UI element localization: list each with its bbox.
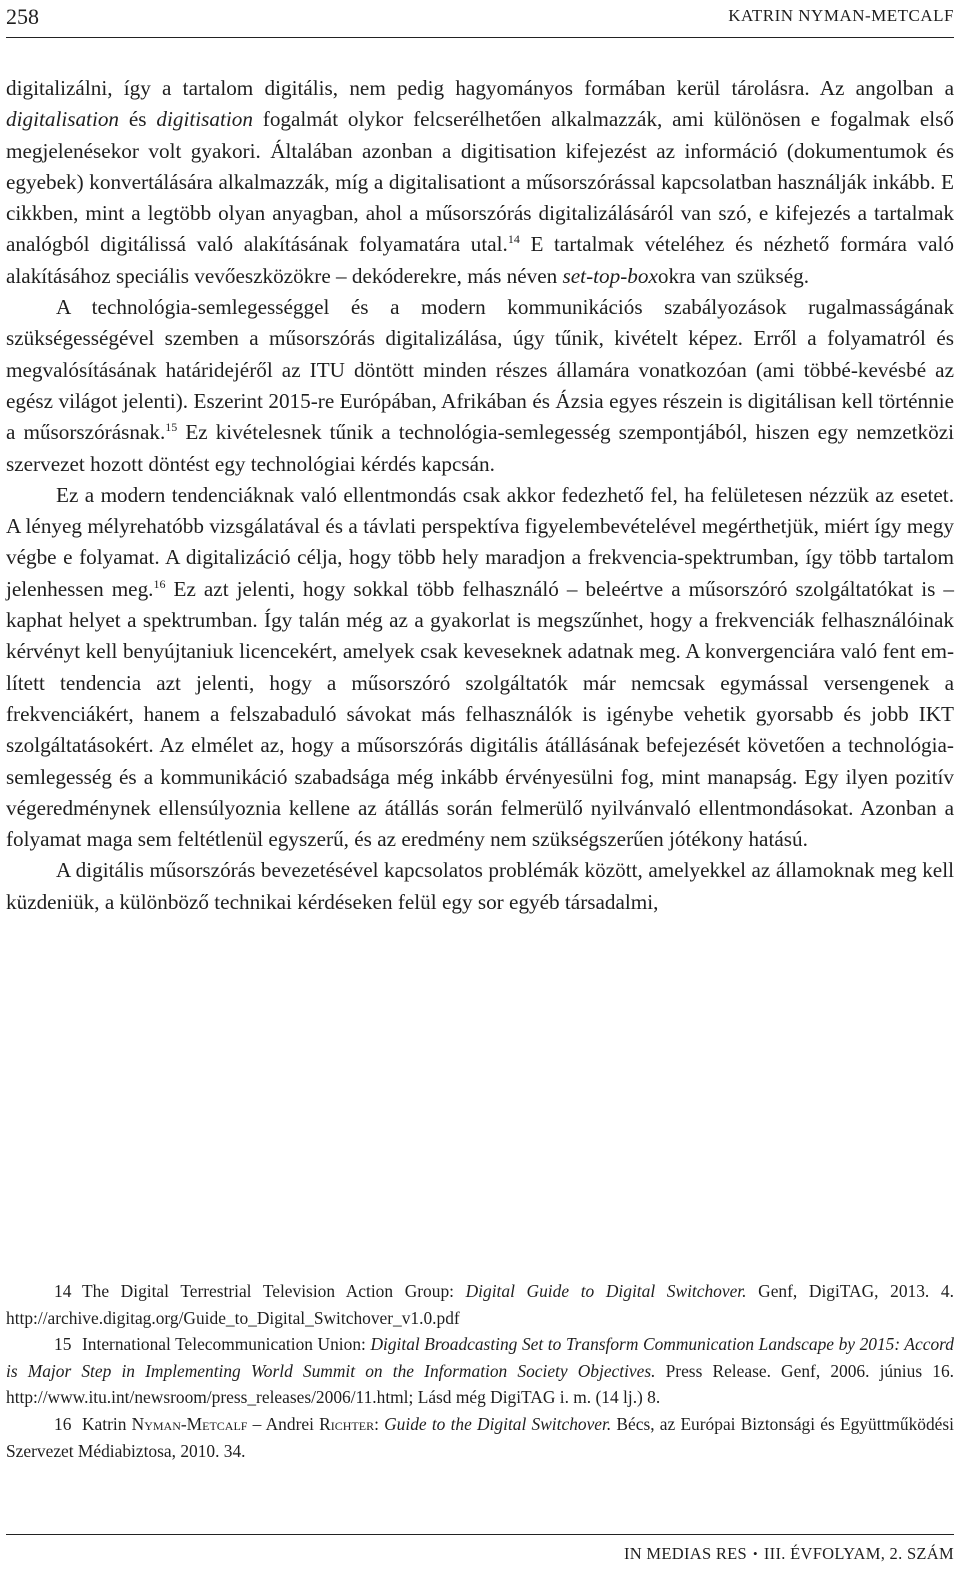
page-header	[6, 0, 954, 30]
paragraph-4: A digitális műsorszórás bevezetésével kapcsolatos problémák között, amelyekkel az államoknak meg kell küzdeniük, a különböző technikai kérdéseken felül egy sor egyéb társadalmi,	[6, 858, 954, 914]
footnote-number: 14	[54, 1281, 72, 1301]
paragraph-1: digitalizálni, így a tartalom digitális, nem pedig hagyományos formában kerül tárolásra. Az angolban a digitalisation és digitisation fogalmát olykor felcserélhetően alkalmazzák, ami különösen e fogalmak első megjelenésekor volt gyakori. Általában azonban a digitisation kifejezést az információ (dokumentumok és egyebek) konvertálására alkalmazzák, míg a digitalisationt a műsorszórással kapcsolatban használják inkább. E cikkben, mint a legtöbb olyan anyagban, ahol a műsorszórás digitalizálásáról van szó, e kifejezés a tartalmak analógból digitálissá való alakításának folyamatára utal.$^{14}$ E tartalmak vételéhez és nézhető formára való alakításához speciális vevőeszközökre – dekóderekre, más néven set-top-boxokra van szükség.	[6, 76, 954, 288]
running-head-author: KATRIN NYMAN-METCALF	[728, 6, 954, 25]
journal-name: IN MEDIAS RES	[623, 1544, 748, 1563]
footnote-ref-15[interactable]: 15	[165, 420, 178, 435]
footnote-url[interactable]: Genf, DigiTAG, 2013. 4. http://archive.digitag.org/Guide_to_Digital_Switchover_v1.0.pdf	[6, 1281, 954, 1328]
footnote-number: 15	[54, 1334, 72, 1355]
page-footer	[624, 1544, 954, 1564]
footnote-14: 14 The Digital Terrestrial Television Action Group: Digital Guide to Digital Switchover. Genf, DigiTAG, 2013. 4. http://archive.digitag.org/Guide_to_Digital_Switchover_v1.0.pdf	[6, 1278, 954, 1331]
footnote-number: 16	[54, 1413, 72, 1434]
paragraph-3: Ez a modern tendenciáknak való ellentmondás csak akkor fedezhető fel, ha felületesen nézzük az esetet. A lényeg mélyrehatóbb vizsgálatával és a távlati perspektíva figyelembevételével megérthetjük, miért így megy végbe e folyamat. A digitalizáció célja, hogy több hely maradjon a frekvencia-spektrumban, így több tartalom jelenhessen meg.$^{16}$ Ez azt jelenti, hogy sokkal több felhasználó – beleértve a műsorszóró szolgáltatókat is – kaphat helyet a spektrumban. Így talán még az a gyakorlat is megszűnhet, hogy a frekvenciák felhasználóinak kérvényt kell benyújtaniuk licencekért, amelyek csak keveseknek adatnak meg. A konvergenciára való fent említett tendencia azt jelenti, hogy a műsorszóró szolgáltatók már nemcsak egymással versengenek a frekvenciákért, hanem a felszabaduló sávokat más felhasználók is igénybe vehetik gyorsabb és jobb IKT szolgáltatásokért. Az elmélet az, hogy a műsorszórás digitális átállásának befejezését követően a technológia-semlegesség és a kommunikáció szabadsága még inkább érvényesülni fog, mint manapság. Egy ilyen pozitív végeredménynek ellensúlyoznia kellene az átállás során felmerülő nyilvánvaló ellentmondásokat. Azonban a folyamat maga sem feltétlenül egyszerű, és az eredmény nem szükségszerűen jótékony hatású.	[6, 482, 954, 852]
page-number: 258	[6, 4, 39, 29]
header-rule	[6, 37, 954, 38]
main-text	[6, 73, 954, 918]
footnote-ref-16[interactable]: 16	[153, 576, 166, 591]
bullet-icon: •	[753, 1546, 758, 1561]
footnote-16: 16 Katrin Nyman-Metcalf – Andrei Richter: Guide to the Digital Switchover. Bécs, az Európai Biztonsági és Együttműködési Szervezet Médiabiztosa, 2010. 34.	[6, 1411, 954, 1464]
footnotes	[6, 1278, 954, 1464]
issue-info: III. ÉVFOLYAM, 2. SZÁM	[763, 1544, 954, 1563]
footnote-15: 15 International Telecommunication Union: Digital Broadcasting Set to Transform Communication Landscape by 2015: Accord is Major Step in Implementing World Summit on the Information Society Objectives. Press Release. Genf, 2006. június 16. http://www.itu.int/newsroom/press_releases/2006/11.html; Lásd még DigiTAG i. m. (14 lj.) 8.	[6, 1331, 954, 1411]
footnote-url[interactable]: Press Release. Genf, 2006. június 16. http://www.itu.int/newsroom/press_releases/2006/11.html; Lásd még DigiTAG i. m. (14 lj.) 8.	[6, 1360, 954, 1408]
paragraph-2: A technológia-semlegességgel és a modern kommunikációs szabályozások rugalmasságának szükségességével szemben a műsorszórás digitalizálása, úgy tűnik, kivételt képez. Erről a folyamatról és megvalósításának határidejéről az ITU döntött minden részes államára vonatkozóan (ami többé-kevésbé az egész világot jelenti). Eszerint 2015-re Európában, Afrikában és Ázsia egyes részein is digitálisan kell történnie a műsorszórásnak.$^{15}$ Ez kivételesnek tűnik a technológia-semlegesség szempontjából, hiszen egy nemzetközi szervezet hozott döntést egy technológiai kérdés kapcsán.	[6, 295, 954, 476]
footnote-ref-14[interactable]: 14	[507, 232, 520, 247]
footer-rule	[6, 1534, 954, 1535]
